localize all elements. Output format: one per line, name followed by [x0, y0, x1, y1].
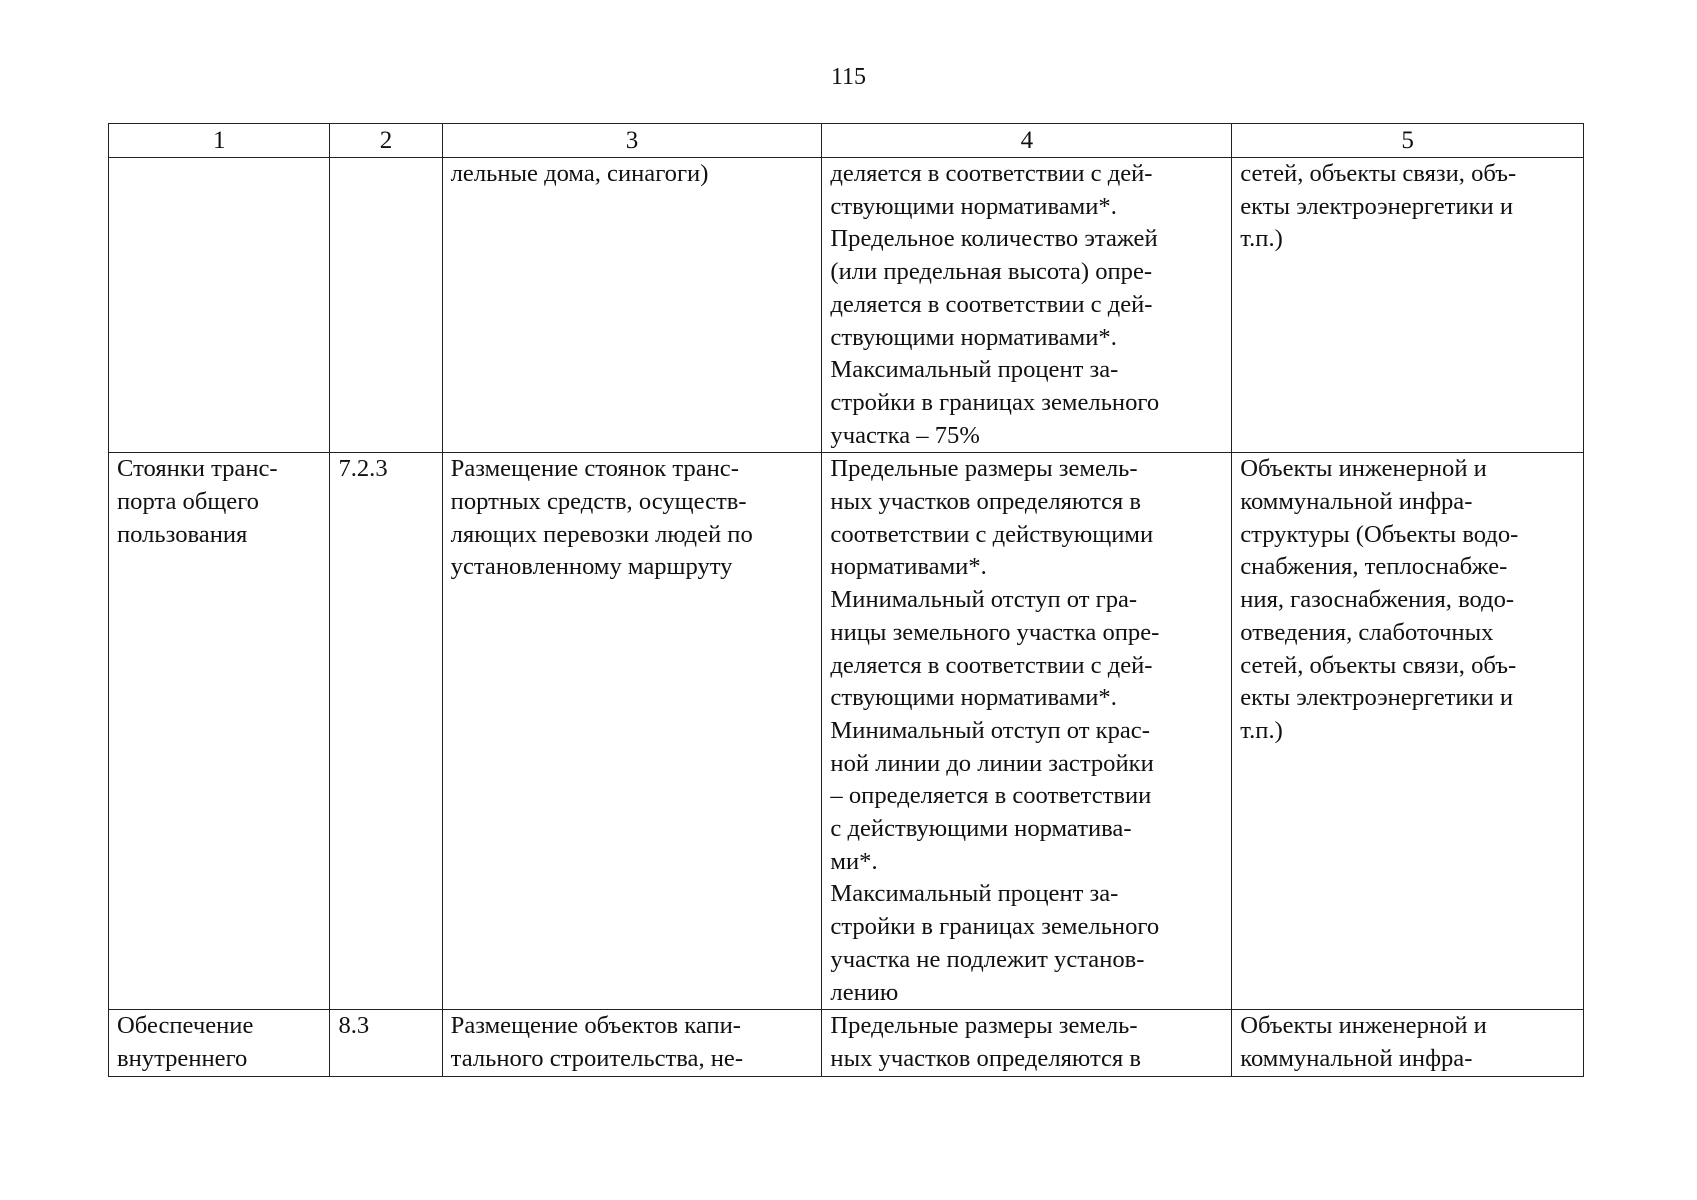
text-line: лельные дома, синагоги)	[450, 160, 709, 187]
text-line: Минимальный отступ от гра-	[830, 586, 1138, 614]
text-line: участка – 75%	[830, 421, 980, 449]
text-line: ния, газоснабжения, водо-	[1240, 586, 1515, 614]
text-line: Минимальный отступ от крас-	[830, 716, 1150, 744]
text-line: стройки в границах земельного	[830, 913, 1160, 941]
text-line: ляющих перевозки людей по	[450, 520, 753, 548]
table-row	[109, 158, 1584, 453]
text-line: Размещение стоянок транс-	[450, 455, 739, 483]
text-line: ствующими нормативами*.	[830, 323, 1117, 351]
text-line: участка не подлежит установ-	[830, 945, 1145, 973]
header-cell-1: 1	[109, 124, 330, 158]
text-line: нормативами*.	[830, 553, 987, 581]
text-line: т.п.)	[1240, 716, 1283, 744]
parameters-cell	[822, 158, 1232, 453]
text-line: коммунальной инфра-	[1240, 1044, 1473, 1072]
text-line: сетей, объекты связи, объ-	[1240, 651, 1517, 679]
text-line: лению	[830, 978, 899, 1006]
use-type-code-cell: 7.2.3	[330, 453, 442, 1010]
text-line: пользования	[117, 520, 248, 548]
header-cell-2: 2	[330, 124, 442, 158]
use-type-code-cell: 8.3	[330, 1010, 442, 1076]
text-line: (или предельная высота) опре-	[830, 258, 1153, 286]
text-line: деляется в соответствии с дей-	[830, 160, 1153, 187]
parameters-cell	[822, 1010, 1232, 1076]
text-line: структуры (Объекты водо-	[1240, 520, 1519, 548]
use-type-name-cell	[109, 453, 330, 1010]
table-header-row	[109, 124, 1584, 158]
use-type-code-cell	[330, 158, 442, 453]
text-line: ствующими нормативами*.	[830, 192, 1117, 220]
text-line: – определяется в соответствии	[830, 782, 1152, 810]
text-line: коммунальной инфра-	[1240, 488, 1473, 516]
auxiliary-uses-cell	[1232, 1010, 1584, 1076]
text-line: Стоянки транс-	[117, 455, 278, 483]
text-line: Предельные размеры земель-	[830, 455, 1138, 483]
use-description-cell	[442, 1010, 822, 1076]
text-line: ных участков определяются в	[830, 488, 1142, 516]
text-line: ной линии до линии застройки	[830, 749, 1154, 777]
text-line: внутреннего	[117, 1044, 248, 1072]
header-cell-3: 3	[442, 124, 822, 158]
use-type-name-cell	[109, 158, 330, 453]
text-line: сетей, объекты связи, объ-	[1240, 160, 1517, 187]
auxiliary-uses-cell	[1232, 158, 1584, 453]
table-row	[109, 453, 1584, 1010]
text-line: деляется в соответствии с дей-	[830, 651, 1153, 679]
text-line: установленному маршруту	[450, 553, 733, 581]
text-line: ницы земельного участка опре-	[830, 618, 1160, 646]
text-line: Предельное количество этажей	[830, 225, 1158, 253]
text-line: соответствии с действующими	[830, 520, 1154, 548]
header-cell-4: 4	[822, 124, 1232, 158]
header-cell-5: 5	[1232, 124, 1584, 158]
auxiliary-uses-cell	[1232, 453, 1584, 1010]
text-line: с действующими норматива-	[830, 815, 1132, 843]
text-line: т.п.)	[1240, 225, 1283, 253]
text-line: Объекты инженерной и	[1240, 1012, 1487, 1040]
text-line: порта общего	[117, 488, 259, 516]
text-line: Предельные размеры земель-	[830, 1012, 1138, 1040]
text-line: стройки в границах земельного	[830, 388, 1160, 416]
text-line: снабжения, теплоснабже-	[1240, 553, 1508, 581]
parameters-cell	[822, 453, 1232, 1010]
text-line: Максимальный процент за-	[830, 880, 1119, 908]
text-line: Объекты инженерной и	[1240, 455, 1487, 483]
use-description-cell	[442, 158, 822, 453]
text-line: Размещение объектов капи-	[450, 1012, 741, 1040]
text-line: тального строительства, не-	[450, 1044, 744, 1072]
text-line: ных участков определяются в	[830, 1044, 1142, 1072]
text-line: деляется в соответствии с дей-	[830, 290, 1153, 318]
text-line: Максимальный процент за-	[830, 356, 1119, 384]
text-line: ми*.	[830, 847, 878, 875]
table-row	[109, 1010, 1584, 1076]
page-number: 115	[830, 64, 867, 90]
text-line: екты электроэнергетики и	[1240, 684, 1514, 712]
use-type-name-cell	[109, 1010, 330, 1076]
use-description-cell	[442, 453, 822, 1010]
land-use-table	[108, 123, 1584, 1077]
text-line: ствующими нормативами*.	[830, 684, 1117, 712]
text-line: Обеспечение	[117, 1012, 254, 1040]
text-line: отведения, слаботочных	[1240, 618, 1494, 646]
text-line: портных средств, осуществ-	[450, 488, 747, 516]
text-line: екты электроэнергетики и	[1240, 192, 1514, 220]
